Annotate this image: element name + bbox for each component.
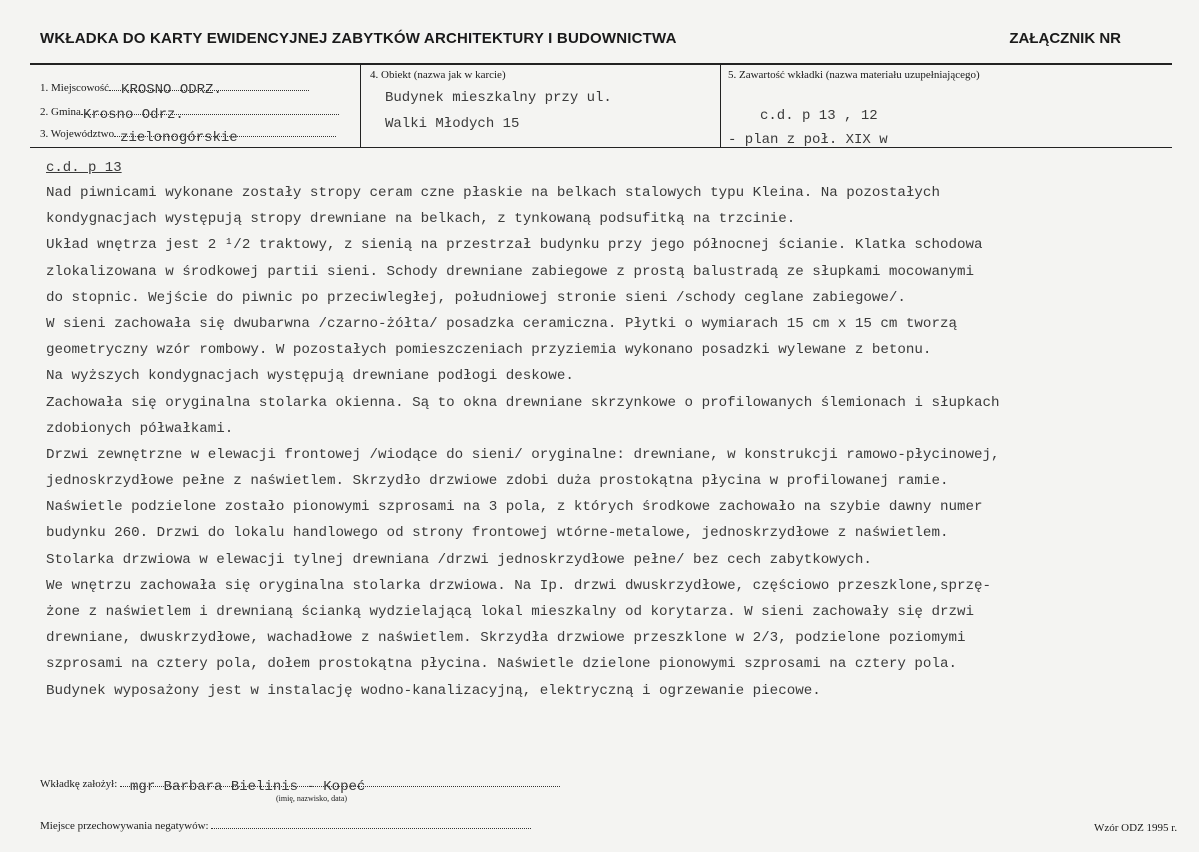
attachment-label: ZAŁĄCZNIK NR: [1009, 30, 1121, 47]
body-line: drewniane, dwuskrzydłowe, wachadłowe z naświetlem. Skrzydła drzwiowe przeszklone w 2/3, podzielone poziomymi: [46, 630, 966, 647]
author-row: [40, 778, 560, 795]
locality-label: 1. Miejscowość: [40, 82, 110, 94]
locality-value: KROSNO ODRZ.: [121, 82, 222, 98]
body-heading: c.d. p 13: [46, 160, 122, 176]
voivodeship-row: [40, 128, 336, 146]
table-bottom-rule: [30, 147, 1172, 148]
form-code: Wzór ODZ 1995 r.: [1094, 822, 1178, 834]
body-line: żone z naświetlem i drewnianą ścianką wydzielającą lokal mieszkalny od korytarza. W sieni zachowały się drzwi: [46, 604, 975, 620]
body-line: Budynek wyposażony jest w instalację wodno-kanalizacyjną, elektryczną i ogrzewanie piecowe.: [46, 682, 821, 699]
negatives-label: Miejsce przechowywania negatywów:: [40, 820, 209, 832]
body-line: geometryczny wzór rombowy. W pozostałych pomieszczeniach przyziemia wykonano posadzki wylewane z betonu.: [46, 342, 932, 359]
body-line: zlokalizowana w środkowej partii sieni. Schody drewniane zabiegowe z prostą balustradą ze słupkami mocowanymi: [46, 263, 975, 280]
negatives-field: [211, 828, 531, 829]
body-line: Drzwi zewnętrzne w elewacji frontowej /wiodące do sieni/ oryginalne: drewniane, w konstrukcji ramowo-płycinowej,: [46, 446, 1000, 463]
object-label: 4. Obiekt (nazwa jak w karcie): [370, 69, 506, 81]
locality-row: [40, 82, 309, 98]
body-line: Nad piwnicami wykonane zostały stropy ceram czne płaskie na belkach stalowych typu Kleina. Na pozostałych: [46, 185, 940, 201]
body-line: Układ wnętrza jest 2 ¹/2 traktowy, z sienią na przestrzał budynku przy jego północnej ścianie. Klatka schodowa: [46, 237, 983, 254]
author-hint: (imię, nazwisko, data): [276, 794, 348, 803]
body-line: jednoskrzydłowe pełne z naświetlem. Skrzydło drzwiowe zdobi duża prostokątna płycina w profilowanej ramie.: [46, 473, 949, 490]
body-line: do stopnic. Wejście do piwnic po przeciwległej, południowej stronie sieni /schody ceglane zabiegowe/.: [46, 289, 906, 306]
body-line: budynku 260. Drzwi do lokalu handlowego od strony frontowej wtórne-metalowe, jednoskrzydłowe z naświetlem.: [46, 525, 949, 542]
commune-row: [40, 106, 339, 123]
content-line-1: c.d. p 13 , 12: [760, 108, 878, 124]
author-value: mgr Barbara Bielinis - Kopeć: [130, 779, 366, 795]
body-line: We wnętrzu zachowała się oryginalna stolarka drzwiowa. Na Ip. drzwi dwuskrzydłowe, częściowo przeszklone,sprzę-: [46, 577, 992, 594]
content-line-2: - plan z poł. XIX w: [728, 132, 888, 148]
content-label: 5. Zawartość wkładki (nazwa materiału uzupełniającego): [728, 69, 980, 81]
body-line: kondygnacjach występują stropy drewniane na belkach, z tynkowaną podsufitką na trzcinie.: [46, 211, 796, 228]
commune-value: Krosno Odrz.: [82, 107, 184, 123]
body-text: [46, 180, 1196, 704]
body-line: Na wyższych kondygnacjach występują drewniane podłogi deskowe.: [46, 368, 574, 385]
table-divider-1: [360, 64, 361, 147]
author-label: Wkładkę założył:: [40, 778, 118, 790]
body-line: zdobionych półwałkami.: [46, 420, 234, 437]
body-line: Stolarka drzwiowa w elewacji tylnej drewniana /drzwi jednoskrzydłowe pełne/ bez cech zabytkowych.: [46, 551, 872, 568]
voivodeship-value: zielonogórskie: [120, 130, 238, 146]
body-line: Naświetle podzielone zostało pionowymi szprosami na 3 pola, z których środkowe zachowało na szybie dawny numer: [46, 499, 983, 516]
table-top-rule: [30, 63, 1172, 65]
body-line: Zachowała się oryginalna stolarka okienna. Są to okna drewniane skrzynkowe o profilowanych ślemionach i słupkach: [46, 394, 1000, 411]
document-title: WKŁADKA DO KARTY EWIDENCYJNEJ ZABYTKÓW ARCHITEKTURY I BUDOWNICTWA: [40, 30, 677, 47]
commune-label: 2. Gmina: [40, 106, 81, 118]
body-line: szprosami na cztery pola, dołem prostokątna płycina. Naświetle dzielone pionowymi szprosami na cztery pola.: [46, 656, 957, 673]
object-line-2: Walki Młodych 15: [385, 116, 520, 132]
body-line: W sieni zachowała się dwubarwna /czarno-żółta/ posadzka ceramiczna. Płytki o wymiarach 15 cm x 15 cm tworzą: [46, 315, 957, 332]
table-divider-2: [720, 64, 721, 147]
object-line-1: Budynek mieszkalny przy ul.: [385, 90, 612, 106]
voivodeship-label: 3. Województwo: [40, 128, 115, 140]
negatives-row: [40, 820, 531, 832]
